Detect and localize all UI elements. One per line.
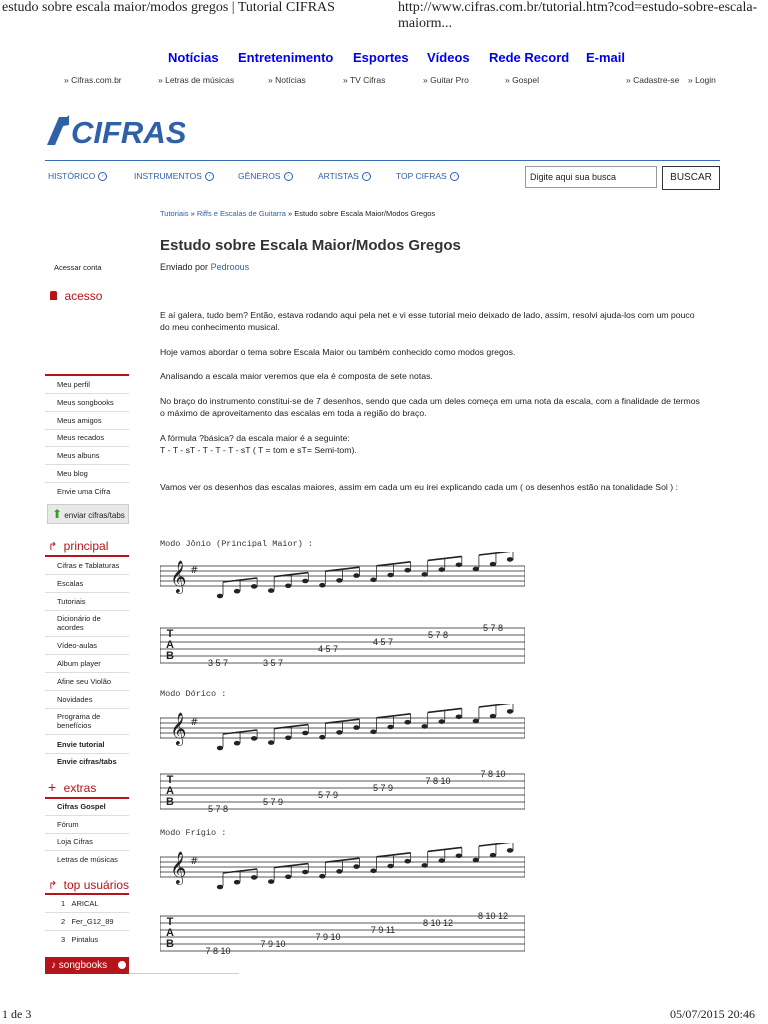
note-head xyxy=(456,563,462,568)
chevron-right-icon: › xyxy=(450,172,459,181)
tab-fret-group: 7 9 11 xyxy=(370,925,396,935)
chevron-right-icon: › xyxy=(205,172,214,181)
divider xyxy=(45,592,129,593)
print-page-number: 1 de 3 xyxy=(2,1007,32,1021)
subnav-guitar-pro[interactable]: » Guitar Pro xyxy=(423,75,469,85)
subnav-tv-cifras[interactable]: » TV Cifras xyxy=(343,75,386,85)
note-head xyxy=(507,848,513,853)
access-section[interactable] xyxy=(50,287,102,305)
tab-fret-group: 7 8 10 xyxy=(205,946,231,956)
tab-fret-group: 8 10 12 xyxy=(422,918,454,928)
mode-label-jonio: Modo Jônio (Principal Maior) : xyxy=(160,539,314,549)
note-head xyxy=(353,573,359,578)
divider xyxy=(45,912,129,913)
sidebar-letras[interactable]: Letras de músicas xyxy=(57,855,118,864)
byline-prefix: Enviado por xyxy=(160,262,209,272)
note-head xyxy=(217,594,223,599)
breadcrumb-separator: » xyxy=(288,209,293,218)
sidebar-forum[interactable]: Fórum xyxy=(57,820,79,829)
note-head xyxy=(507,709,513,714)
sidebar-red-bar xyxy=(45,893,129,895)
treble-clef-icon: 𝄞 xyxy=(170,712,187,745)
sidebar-dicionario[interactable]: Dicionário de acordes xyxy=(57,614,101,632)
breadcrumb-current: Estudo sobre Escala Maior/Modos Gregos xyxy=(294,209,436,218)
tab-letter: A xyxy=(166,927,174,939)
top-user-row[interactable]: 3 Pintalus xyxy=(61,935,99,944)
tab-fret-group: 5 7 8 xyxy=(427,630,449,640)
treble-clef-icon: 𝄞 xyxy=(170,560,187,593)
note-head xyxy=(319,874,325,879)
note-head xyxy=(404,568,410,573)
access-label: acesso xyxy=(64,289,103,303)
divider xyxy=(45,610,129,611)
sidebar-red-bar xyxy=(45,555,129,557)
divider xyxy=(45,708,129,709)
note-head xyxy=(251,875,257,880)
menu-generos[interactable]: GÊNEROS › xyxy=(238,171,293,181)
menu-artistas[interactable]: ARTISTAS › xyxy=(318,171,371,181)
tab-svg xyxy=(160,704,525,816)
note-head xyxy=(507,557,513,562)
note-head xyxy=(370,578,376,583)
note-head xyxy=(285,736,291,741)
sidebar-video-aulas[interactable]: Vídeo-aulas xyxy=(57,641,98,650)
sidebar-escalas[interactable]: Escalas xyxy=(57,579,84,588)
note-head xyxy=(234,589,240,594)
topnav-noticias[interactable]: Notícias xyxy=(168,50,219,65)
topnav-videos[interactable]: Vídeos xyxy=(427,50,470,65)
divider xyxy=(45,753,129,754)
tab-fret-group: 7 9 10 xyxy=(260,939,286,949)
divider xyxy=(45,850,129,851)
note-head xyxy=(439,567,445,572)
top-user-row[interactable]: 2 Fer_G12_89 xyxy=(61,917,114,926)
treble-clef-icon: 𝄞 xyxy=(170,851,187,884)
divider xyxy=(45,411,129,412)
paragraph: A fórmula ?básica? da escala maior é a seguinte: xyxy=(160,433,350,443)
divider xyxy=(45,654,129,655)
key-signature-sharp: # xyxy=(190,717,199,728)
note-head xyxy=(268,588,274,593)
note-head xyxy=(422,724,428,729)
key-signature-sharp: # xyxy=(190,856,199,867)
note-head xyxy=(439,858,445,863)
search-button[interactable]: BUSCAR xyxy=(662,166,720,190)
divider xyxy=(45,672,129,673)
tab-letter: T xyxy=(166,628,174,640)
subnav-letras[interactable]: » Letras de músicas xyxy=(158,75,235,85)
music-note-icon: ♪ xyxy=(51,960,56,971)
note-head xyxy=(439,719,445,724)
sidebar-cifras-tablaturas[interactable]: Cifras e Tablaturas xyxy=(57,561,120,570)
note-head xyxy=(336,869,342,874)
corner-arrow-icon: ↱ xyxy=(48,880,58,892)
sidebar-envie-cifras-tabs[interactable]: Envie cifras/tabs xyxy=(57,757,117,766)
breadcrumb-separator: » xyxy=(190,209,195,218)
sidebar-novidades[interactable]: Novidades xyxy=(57,695,93,704)
top-user-row[interactable]: 1 ARICAL xyxy=(61,899,99,908)
cifras-logo[interactable] xyxy=(45,113,185,147)
divider xyxy=(45,446,129,447)
note-head xyxy=(473,719,479,724)
note-head xyxy=(387,725,393,730)
note-head xyxy=(268,740,274,745)
note-head xyxy=(319,735,325,740)
sidebar-red-bar xyxy=(45,797,129,799)
note-head xyxy=(234,880,240,885)
byline xyxy=(160,262,249,272)
paragraph: Analisando a escala maior veremos que ela é composta de sete notas. xyxy=(160,371,433,381)
note-head xyxy=(370,730,376,735)
tablature-dorico xyxy=(160,704,525,816)
topnav-email[interactable]: E-mail xyxy=(586,50,626,65)
tab-fret-group: 4 5 7 xyxy=(317,644,339,654)
corner-arrow-icon: ↱ xyxy=(48,541,58,553)
tab-letter: B xyxy=(166,796,174,808)
tab-letter: T xyxy=(166,774,174,786)
lock-icon xyxy=(50,291,57,300)
key-signature-sharp: # xyxy=(190,565,199,576)
sidebar-tutoriais[interactable]: Tutoriais xyxy=(57,597,86,606)
note-head xyxy=(422,572,428,577)
note-head xyxy=(336,578,342,583)
tab-fret-group: 3 5 7 xyxy=(262,658,284,668)
note-head xyxy=(404,859,410,864)
sidebar-cifras-gospel[interactable]: Cifras Gospel xyxy=(57,802,106,811)
tab-letter: A xyxy=(166,785,174,797)
note-head xyxy=(268,879,274,884)
print-page-title: estudo sobre escala maior/modos gregos | Tutorial CIFRAS xyxy=(2,0,335,15)
subnav-login[interactable]: » Login xyxy=(688,75,716,85)
chevron-right-icon: › xyxy=(98,172,107,181)
note-head xyxy=(353,864,359,869)
sidebar-programa-beneficios[interactable]: Programa de benefícios xyxy=(57,712,101,730)
divider xyxy=(45,734,129,735)
note-head xyxy=(387,864,393,869)
note-head xyxy=(302,579,308,584)
arrow-up-icon: ⬆ xyxy=(52,507,63,521)
note-head xyxy=(302,870,308,875)
tab-fret-group: 8 10 12 xyxy=(477,911,509,921)
tab-letter: A xyxy=(166,639,174,651)
mode-label-dorico: Modo Dórico : xyxy=(160,689,227,699)
note-head xyxy=(456,854,462,859)
topnav-entretenimento[interactable]: Entretenimento xyxy=(238,50,334,65)
note-head xyxy=(217,885,223,890)
note-head xyxy=(336,730,342,735)
mode-label-frigio: Modo Frígio : xyxy=(160,828,227,838)
subnav-noticias[interactable]: » Notícias xyxy=(268,75,306,85)
author-link[interactable]: Pedroous xyxy=(210,262,250,272)
plus-icon: + xyxy=(48,779,57,795)
paragraph: No braço do instrumento constitui-se de 7 desenhos, sendo que cada um deles começa em uma nota da escala, com a finalidade de termos o máximo de aproveitamento das escalas em toda a região do braço. xyxy=(160,396,700,418)
chevron-right-icon: › xyxy=(284,172,293,181)
divider xyxy=(45,636,129,637)
sidebar-meu-blog[interactable]: Meu blog xyxy=(57,469,88,478)
note-head xyxy=(422,863,428,868)
paragraph: E aí galera, tudo bem? Então, estava rodando aqui pela net e vi esse tutorial meio deixado de lado, assim, resolvi ajuda-los com um pouco do meu conhecimento musical. xyxy=(160,310,695,332)
menu-top-cifras[interactable]: TOP CIFRAS › xyxy=(396,171,459,181)
divider xyxy=(129,973,239,974)
topnav-rede-record[interactable]: Rede Record xyxy=(489,50,570,65)
menu-historico[interactable]: HISTÓRICO › xyxy=(48,171,107,181)
sidebar-red-bar xyxy=(45,374,129,376)
paragraph: Hoje vamos abordar o tema sobre Escala Maior ou também conhecido como modos gregos. xyxy=(160,347,516,357)
sidebar-meus-recados[interactable]: Meus recados xyxy=(57,433,105,442)
article-title: Estudo sobre Escala Maior/Modos Gregos xyxy=(160,237,461,254)
note-head xyxy=(319,583,325,588)
tab-fret-group: 5 7 9 xyxy=(262,797,284,807)
note-head xyxy=(251,736,257,741)
tab-fret-group: 5 7 8 xyxy=(207,804,229,814)
expand-icon xyxy=(118,961,126,969)
note-head xyxy=(387,573,393,578)
note-head xyxy=(456,715,462,720)
cifras-logo-mark xyxy=(45,113,185,147)
tab-fret-group: 5 7 8 xyxy=(482,623,504,633)
divider xyxy=(45,690,129,691)
print-datetime: 05/07/2015 20:46 xyxy=(670,1007,756,1021)
note-head xyxy=(251,584,257,589)
subnav-cifras[interactable]: » Cifras.com.br xyxy=(64,75,122,85)
sidebar-envie-tutorial[interactable]: Envie tutorial xyxy=(57,740,105,749)
tab-svg xyxy=(160,843,525,958)
menu-divider xyxy=(45,160,720,161)
note-head xyxy=(217,746,223,751)
note-head xyxy=(490,562,496,567)
top-users-header: ↱ top usuários xyxy=(48,878,130,892)
paragraph: Vamos ver os desenhos das escalas maiores, assim em cada um eu irei explicando cada um ( os desenhos estão na tonalidade Sol ) : xyxy=(160,482,678,492)
divider xyxy=(45,833,129,834)
svg-text:CIFRAS: CIFRAS xyxy=(71,115,185,147)
tablature-frigio xyxy=(160,843,525,958)
tablature-jonio xyxy=(160,552,525,670)
breadcrumb xyxy=(160,209,435,218)
sidebar-envie-cifra[interactable]: Envie uma Cifra xyxy=(57,487,111,496)
note-head xyxy=(234,741,240,746)
divider xyxy=(45,930,129,931)
tab-fret-group: 4 5 7 xyxy=(372,637,394,647)
divider xyxy=(45,429,129,430)
divider xyxy=(45,574,129,575)
tab-letter: B xyxy=(166,938,174,950)
note-head xyxy=(490,714,496,719)
subnav-gospel[interactable]: » Gospel xyxy=(505,75,540,85)
sidebar-afine-violao[interactable]: Afine seu Violão xyxy=(57,677,112,686)
tab-fret-group: 3 5 7 xyxy=(207,658,229,668)
divider xyxy=(45,464,129,465)
note-head xyxy=(302,731,308,736)
songbooks-tab[interactable]: ♪ songbooks xyxy=(45,957,129,974)
sidebar-loja-cifras[interactable]: Loja Cifras xyxy=(57,837,93,846)
principal-header: ↱ principal xyxy=(48,539,109,553)
tab-svg xyxy=(160,552,525,670)
sidebar-meus-albuns[interactable]: Meus albuns xyxy=(57,451,100,460)
search-input[interactable]: Digite aqui sua busca xyxy=(525,166,657,188)
note-head xyxy=(404,720,410,725)
chevron-right-icon: › xyxy=(362,172,371,181)
note-head xyxy=(490,853,496,858)
tab-fret-group: 5 7 9 xyxy=(317,790,339,800)
sidebar-meus-amigos[interactable]: Meus amigos xyxy=(57,416,102,425)
tab-fret-group: 7 8 10 xyxy=(480,769,506,779)
divider xyxy=(45,393,129,394)
tab-fret-group: 7 9 10 xyxy=(315,932,341,942)
menu-instrumentos[interactable]: INSTRUMENTOS › xyxy=(134,171,214,181)
breadcrumb-riffs[interactable]: Riffs e Escalas de Guitarra xyxy=(196,209,286,218)
divider xyxy=(45,815,129,816)
tab-letter: B xyxy=(166,650,174,662)
subnav-cadastre[interactable]: » Cadastre-se xyxy=(626,75,680,85)
send-cifras-label: enviar cifras/tabs xyxy=(64,511,125,520)
note-head xyxy=(473,567,479,572)
topnav-esportes[interactable]: Esportes xyxy=(353,50,409,65)
print-page-url: http://www.cifras.com.br/tutorial.htm?cod=estudo-sobre-escala-maiorm... xyxy=(398,0,758,31)
send-cifras-button[interactable] xyxy=(47,504,129,524)
sidebar-album-player[interactable]: Album player xyxy=(57,659,101,668)
tab-fret-group: 5 7 9 xyxy=(372,783,394,793)
account-link[interactable]: Acessar conta xyxy=(54,263,102,272)
note-head xyxy=(285,875,291,880)
sidebar-meus-songbooks[interactable]: Meus songbooks xyxy=(57,398,114,407)
note-head xyxy=(353,725,359,730)
sidebar-meu-perfil[interactable]: Meu perfil xyxy=(57,380,90,389)
scale-formula: T - T - sT - T - T - T - sT ( T = tom e sT= Semi-tom). xyxy=(160,445,357,455)
note-head xyxy=(473,858,479,863)
tab-fret-group: 7 8 10 xyxy=(425,776,451,786)
extras-header: + extras xyxy=(48,779,97,795)
tab-letter: T xyxy=(166,916,174,928)
divider xyxy=(45,482,129,483)
note-head xyxy=(285,584,291,589)
note-head xyxy=(370,869,376,874)
breadcrumb-tutoriais[interactable]: Tutoriais xyxy=(160,209,189,218)
